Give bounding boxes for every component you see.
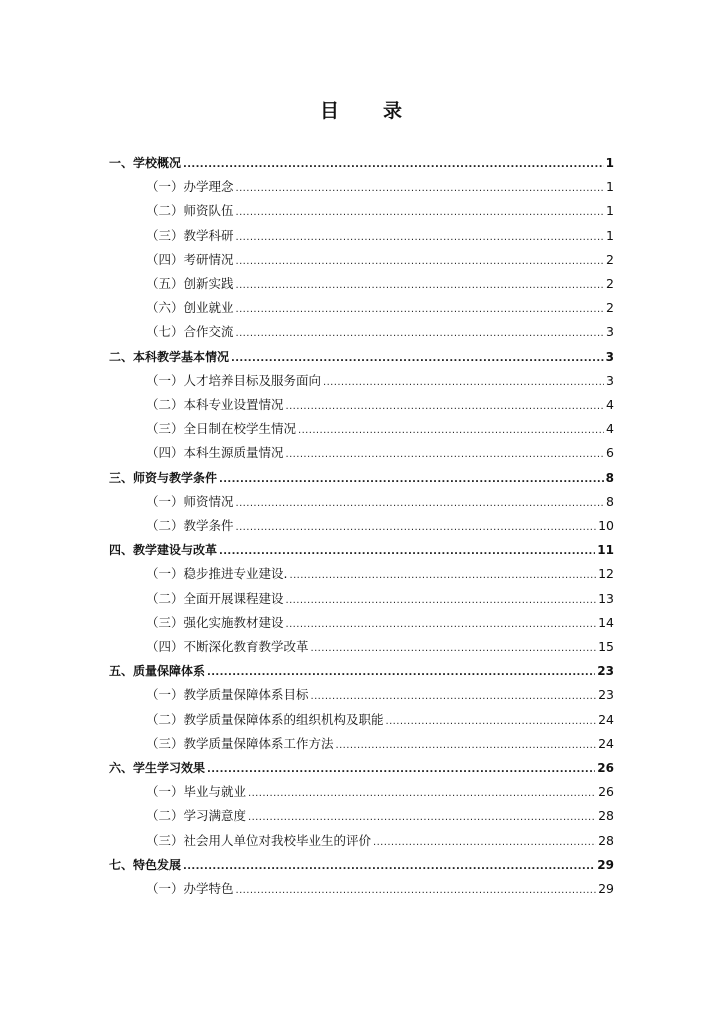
toc-subsection-entry[interactable] bbox=[146, 296, 614, 320]
toc-page-number: 29 bbox=[598, 881, 614, 896]
toc-page-number: 8 bbox=[605, 470, 614, 485]
toc-subsection-entry[interactable] bbox=[146, 780, 614, 804]
toc-section-entry[interactable] bbox=[109, 538, 614, 562]
toc-dot-leader bbox=[236, 879, 597, 903]
toc-entry-label: （三）社会用人单位对我校毕业生的评价 bbox=[146, 832, 372, 848]
toc-section-entry[interactable] bbox=[109, 345, 614, 369]
toc-page-number: 29 bbox=[597, 857, 614, 872]
toc-dot-leader bbox=[286, 395, 605, 419]
toc-entry-label: 三、师资与教学条件 bbox=[109, 470, 218, 485]
toc-entry-label: 五、质量保障体系 bbox=[109, 664, 206, 679]
toc-entry-label: （七）合作交流 bbox=[146, 324, 234, 340]
toc-entry-label: 六、学生学习效果 bbox=[109, 761, 206, 775]
toc-section-entry[interactable] bbox=[109, 853, 614, 877]
toc-dot-leader bbox=[373, 831, 596, 855]
toc-page-number: 4 bbox=[606, 397, 614, 412]
title-char-2: 录 bbox=[383, 100, 405, 122]
toc-subsection-entry[interactable] bbox=[146, 877, 614, 901]
toc-page-number: 24 bbox=[598, 735, 614, 751]
toc-subsection-entry[interactable] bbox=[146, 732, 614, 756]
toc-page-number: 3 bbox=[606, 372, 614, 388]
toc-dot-leader bbox=[311, 637, 597, 661]
toc-entry-label: （三）教学质量保障体系工作方法 bbox=[146, 735, 334, 751]
toc-entry-label: 七、特色发展 bbox=[109, 857, 182, 872]
toc-page-number: 12 bbox=[598, 566, 614, 582]
toc-dot-leader bbox=[236, 492, 605, 516]
toc-dot-leader bbox=[219, 468, 604, 492]
toc-entry-label: （一）办学理念 bbox=[146, 179, 234, 195]
toc-dot-leader bbox=[298, 419, 604, 443]
toc-page-number: 13 bbox=[598, 590, 614, 606]
toc-page-number: 23 bbox=[597, 664, 614, 679]
toc-dot-leader bbox=[236, 298, 605, 322]
toc-subsection-entry[interactable] bbox=[146, 417, 614, 441]
toc-page-number: 26 bbox=[597, 761, 614, 775]
toc-dot-leader bbox=[236, 322, 605, 346]
toc-subsection-entry[interactable] bbox=[146, 804, 614, 828]
toc-page-number: 6 bbox=[606, 445, 614, 461]
toc-subsection-entry[interactable] bbox=[146, 683, 614, 707]
toc-page-number: 4 bbox=[606, 421, 614, 437]
toc-entry-label: （二）本科专业设置情况 bbox=[146, 397, 284, 412]
toc-entry-label: （一）办学特色 bbox=[146, 881, 234, 896]
toc-dot-leader bbox=[236, 226, 605, 250]
toc-subsection-entry[interactable] bbox=[146, 272, 614, 296]
toc-subsection-entry[interactable] bbox=[146, 369, 614, 393]
toc-entry-label: （三）强化实施教材建设 bbox=[146, 614, 284, 630]
toc-entry-label: （二）学习满意度 bbox=[146, 808, 247, 824]
toc-page-number: 14 bbox=[598, 614, 614, 630]
toc-page-number: 3 bbox=[606, 324, 614, 340]
toc-subsection-entry[interactable] bbox=[146, 708, 614, 732]
toc-dot-leader bbox=[311, 685, 597, 709]
toc-dot-leader bbox=[236, 250, 605, 274]
toc-section-entry[interactable] bbox=[109, 756, 614, 780]
toc-page-number: 1 bbox=[606, 227, 614, 243]
toc-page-number: 11 bbox=[597, 543, 614, 558]
toc-subsection-entry[interactable] bbox=[146, 514, 614, 538]
toc-entry-label: （四）不断深化教育教学改革 bbox=[146, 639, 309, 654]
toc-page-number: 1 bbox=[606, 179, 614, 195]
toc-entry-label: （二）全面开展课程建设 bbox=[146, 590, 284, 606]
toc-subsection-entry[interactable] bbox=[146, 441, 614, 465]
toc-entry-label: （一）师资情况 bbox=[146, 493, 234, 509]
toc-entry-label: （二）师资队伍 bbox=[146, 203, 234, 219]
toc-entry-label: （四）本科生源质量情况 bbox=[146, 445, 284, 461]
toc-dot-leader bbox=[183, 855, 595, 879]
toc-page-number: 28 bbox=[598, 832, 614, 848]
toc-entry-label: 一、学校概况 bbox=[109, 156, 182, 170]
toc-dot-leader bbox=[248, 806, 596, 830]
toc-dot-leader bbox=[219, 540, 595, 564]
toc-dot-leader bbox=[207, 661, 595, 685]
toc-dot-leader bbox=[236, 516, 597, 540]
toc-dot-leader bbox=[236, 177, 605, 201]
toc-section-entry[interactable] bbox=[109, 466, 614, 490]
toc-subsection-entry[interactable] bbox=[146, 320, 614, 344]
title-char-1: 目 bbox=[319, 100, 341, 122]
toc-dot-leader bbox=[336, 734, 597, 758]
toc-dot-leader bbox=[323, 371, 604, 395]
toc-dot-leader bbox=[207, 758, 595, 782]
toc-entry-label: （一）人才培养目标及服务面向 bbox=[146, 372, 322, 388]
page-title bbox=[0, 96, 724, 123]
toc-subsection-entry[interactable] bbox=[146, 829, 614, 853]
toc-entry-label: （二）教学条件 bbox=[146, 518, 234, 533]
toc-entry-label: （二）教学质量保障体系的组织机构及职能 bbox=[146, 711, 384, 727]
toc-dot-leader bbox=[286, 443, 605, 467]
toc-entry-label: 二、本科教学基本情况 bbox=[109, 349, 230, 364]
toc-subsection-entry[interactable] bbox=[146, 199, 614, 223]
toc-page-number: 3 bbox=[605, 349, 614, 364]
toc-page-number: 8 bbox=[606, 493, 614, 509]
toc-dot-leader bbox=[236, 274, 605, 298]
toc-subsection-entry[interactable] bbox=[146, 562, 614, 586]
toc-page-number: 1 bbox=[606, 203, 614, 219]
toc-subsection-entry[interactable] bbox=[146, 248, 614, 272]
toc-entry-label: （三）全日制在校学生情况 bbox=[146, 421, 297, 437]
toc-subsection-entry[interactable] bbox=[146, 635, 614, 659]
toc-page-number: 28 bbox=[598, 808, 614, 824]
toc-entry-label: （一）教学质量保障体系目标 bbox=[146, 687, 309, 703]
toc-page-number: 10 bbox=[598, 518, 614, 533]
toc-dot-leader bbox=[286, 589, 597, 613]
toc-entry-label: 四、教学建设与改革 bbox=[109, 543, 218, 558]
toc-entry-label: （六）创业就业 bbox=[146, 300, 234, 316]
toc-dot-leader bbox=[236, 201, 605, 225]
toc-entry-label: （三）教学科研 bbox=[146, 227, 234, 243]
toc-dot-leader bbox=[286, 613, 597, 637]
toc-subsection-entry[interactable] bbox=[146, 611, 614, 635]
toc-subsection-entry[interactable] bbox=[146, 175, 614, 199]
toc-entry-label: （四）考研情况 bbox=[146, 251, 234, 267]
toc-page-number: 23 bbox=[598, 687, 614, 703]
toc-page-number: 2 bbox=[606, 251, 614, 267]
toc-dot-leader bbox=[231, 347, 604, 371]
toc-page-number: 26 bbox=[598, 784, 614, 800]
toc-dot-leader bbox=[386, 710, 597, 734]
toc-subsection-entry[interactable] bbox=[146, 587, 614, 611]
toc-page-number: 15 bbox=[598, 639, 614, 654]
toc-subsection-entry[interactable] bbox=[146, 490, 614, 514]
toc-section-entry[interactable] bbox=[109, 151, 614, 175]
toc-dot-leader bbox=[248, 782, 596, 806]
toc-section-entry[interactable] bbox=[109, 659, 614, 683]
toc-subsection-entry[interactable] bbox=[146, 224, 614, 248]
toc-entry-label: （一）稳步推进专业建设. bbox=[146, 566, 288, 582]
toc-page-number: 1 bbox=[605, 156, 614, 170]
toc-subsection-entry[interactable] bbox=[146, 393, 614, 417]
toc-page-number: 2 bbox=[606, 300, 614, 316]
toc-dot-leader bbox=[183, 153, 604, 177]
toc-entry-label: （五）创新实践 bbox=[146, 276, 234, 291]
toc-page-number: 24 bbox=[598, 711, 614, 727]
toc-entry-label: （一）毕业与就业 bbox=[146, 784, 247, 800]
toc-dot-leader bbox=[289, 564, 596, 588]
toc-page-number: 2 bbox=[606, 276, 614, 291]
